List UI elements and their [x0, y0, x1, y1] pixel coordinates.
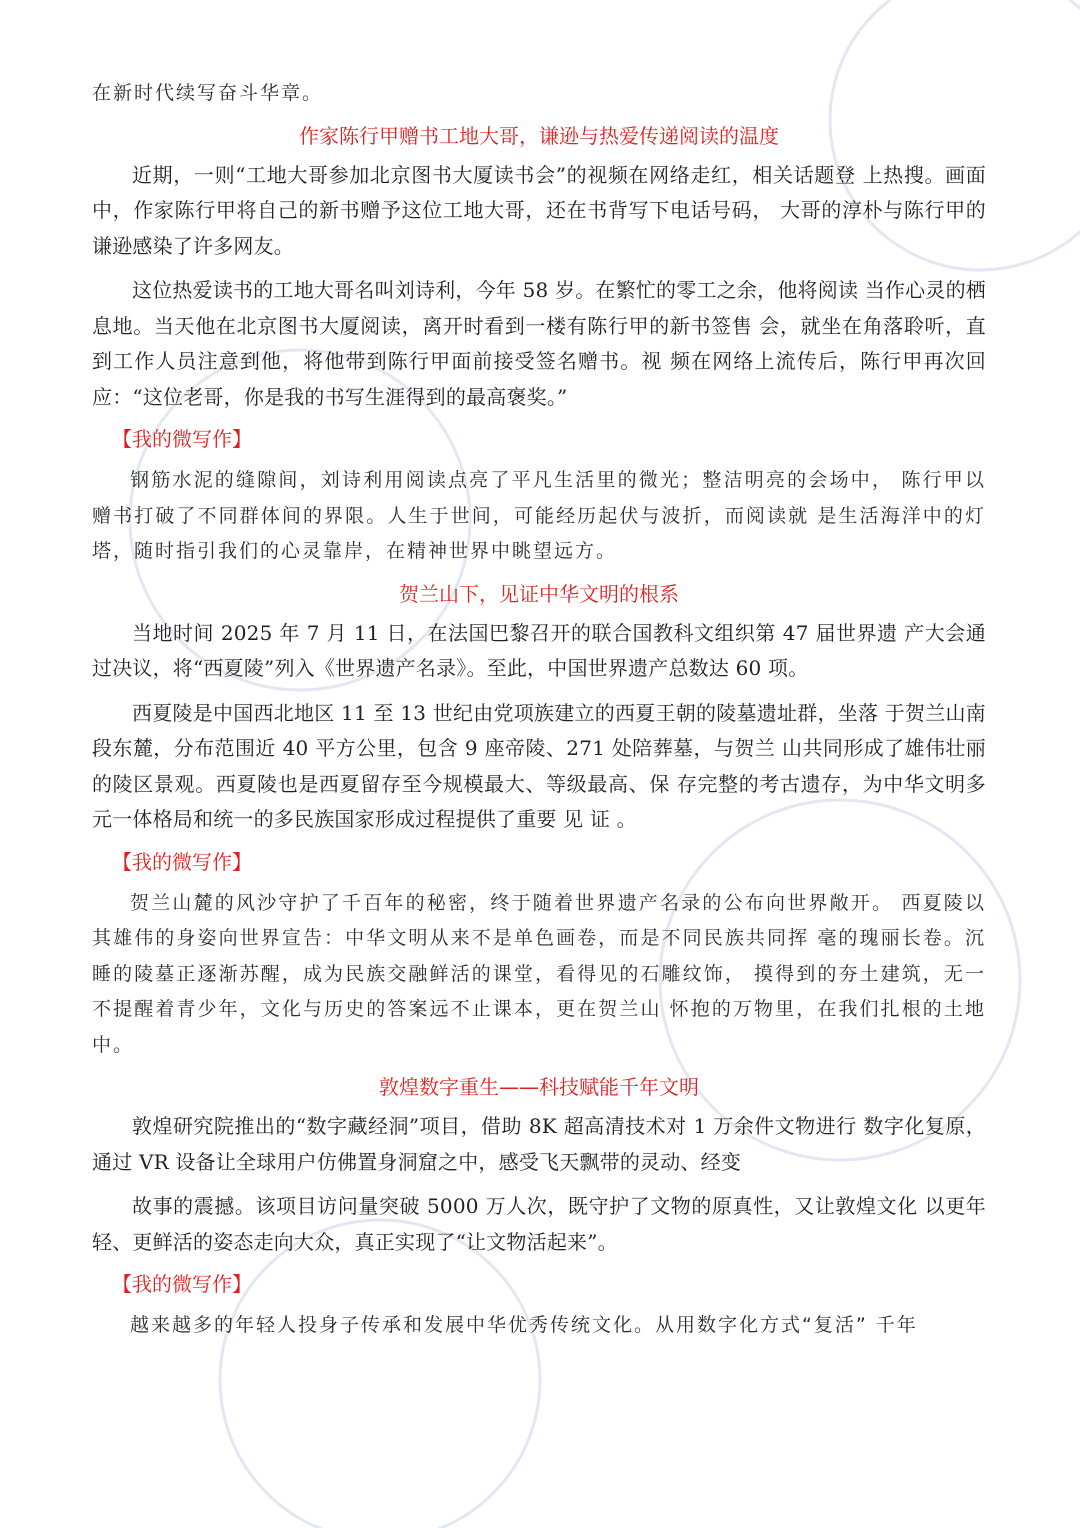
section-reading — [92, 118, 986, 570]
paragraph: 当地时间 2025 年 7 月 11 日，在法国巴黎召开的联合国教科文组织第 47 届世界遗 产大会通过决议，将“西夏陵”列入《世界遗产名录》。至此，中国世界遗产总数达 60 项。 — [92, 620, 986, 680]
micro-writing-text: 越来越多的年轻人投身子传承和发展中华优秀传统文化。从用数字化方式“复活” 千年 — [130, 1314, 918, 1336]
micro-writing-tag: 【我的微写作】 — [112, 849, 252, 874]
document-page — [92, 76, 986, 1344]
section-xixia — [92, 576, 986, 1064]
micro-writing-tag: 【我的微写作】 — [112, 427, 252, 451]
paragraph: 这位热爱读书的工地大哥名叫刘诗利，今年 58 岁。在繁忙的零工之余，他将阅读 当作心灵的栖息地。当天他在北京图书大厦阅读，离开时看到一楼有陈行甲的新书签售 会，就坐在角落聆听，直到工作人员注意到他，将他带到陈行甲面前接受签名赠书。视 频在网络上流传后，陈行甲再次回应：“这位老哥，你是我的书写生涯得到的最高褒奖。” — [92, 278, 986, 409]
opening-line: 在新时代续写奋斗华章。 — [92, 82, 324, 104]
section-dunhuang — [92, 1069, 986, 1344]
micro-writing-text: 钢筋水泥的缝隙间，刘诗利用阅读点亮了平凡生活里的微光；整洁明亮的会场中， 陈行甲以赠书打破了不同群体间的界限。人生于世间，可能经历起伏与波折，而阅读就 是生活海洋中的灯塔，随时指引我们的心灵靠岸，在精神世界中眺望远方。 — [92, 469, 986, 562]
paragraph: 西夏陵是中国西北地区 11 至 13 世纪由党项族建立的西夏王朝的陵墓遗址群，坐落 于贺兰山南段东麓，分布范围近 40 平方公里，包含 9 座帝陵、271 处陪葬墓，与贺兰 山共同形成了雄伟壮丽的陵区景观。西夏陵也是西夏留存至今规模最大、等级最高、保 存完整的考古遗存，为中华文明多元一体格局和统一的多民族国家形成过程提供了重要 见 证 。 — [92, 700, 986, 831]
section-title: 敦煌数字重生——科技赋能千年文明 — [379, 1075, 699, 1099]
paragraph: 故事的震撼。该项目访问量突破 5000 万人次，既守护了文物的原真性，又让敦煌文化 以更年轻、更鲜活的姿态走向大众，真正实现了“让文物活起来”。 — [92, 1194, 986, 1254]
micro-writing-text: 贺兰山麓的风沙守护了千百年的秘密，终于随着世界遗产名录的公布向世界敞开。 西夏陵以其雄伟的身姿向世界宣告：中华文明从来不是单色画卷，而是不同民族共同挥 毫的瑰丽长卷。沉睡的陵墓正逐渐苏醒，成为民族交融鲜活的课堂，看得见的石雕纹饰， 摸得到的夯土建筑，无一不提醒着青少年，文化与历史的答案远不止课本，更在贺兰山 怀抱的万物里，在我们扎根的土地中。 — [92, 891, 986, 1056]
paragraph: 敦煌研究院推出的“数字藏经洞”项目，借助 8K 超高清技术对 1 万余件文物进行 数字化复原，通过 VR 设备让全球用户仿佛置身洞窟之中，感受飞天飘带的灵动、经变 — [92, 1114, 986, 1174]
section-title: 作家陈行甲赠书工地大哥，谦逊与热爱传递阅读的温度 — [299, 123, 779, 148]
micro-writing-tag: 【我的微写作】 — [112, 1272, 252, 1296]
section-title: 贺兰山下，见证中华文明的根系 — [399, 581, 679, 606]
paragraph: 近期，一则“工地大哥参加北京图书大厦读书会”的视频在网络走红，相关话题登 上热搜。画面中，作家陈行甲将自己的新书赠予这位工地大哥，还在书背写下电话号码， 大哥的淳朴与陈行甲的谦逊感染了许多网友。 — [92, 162, 986, 258]
